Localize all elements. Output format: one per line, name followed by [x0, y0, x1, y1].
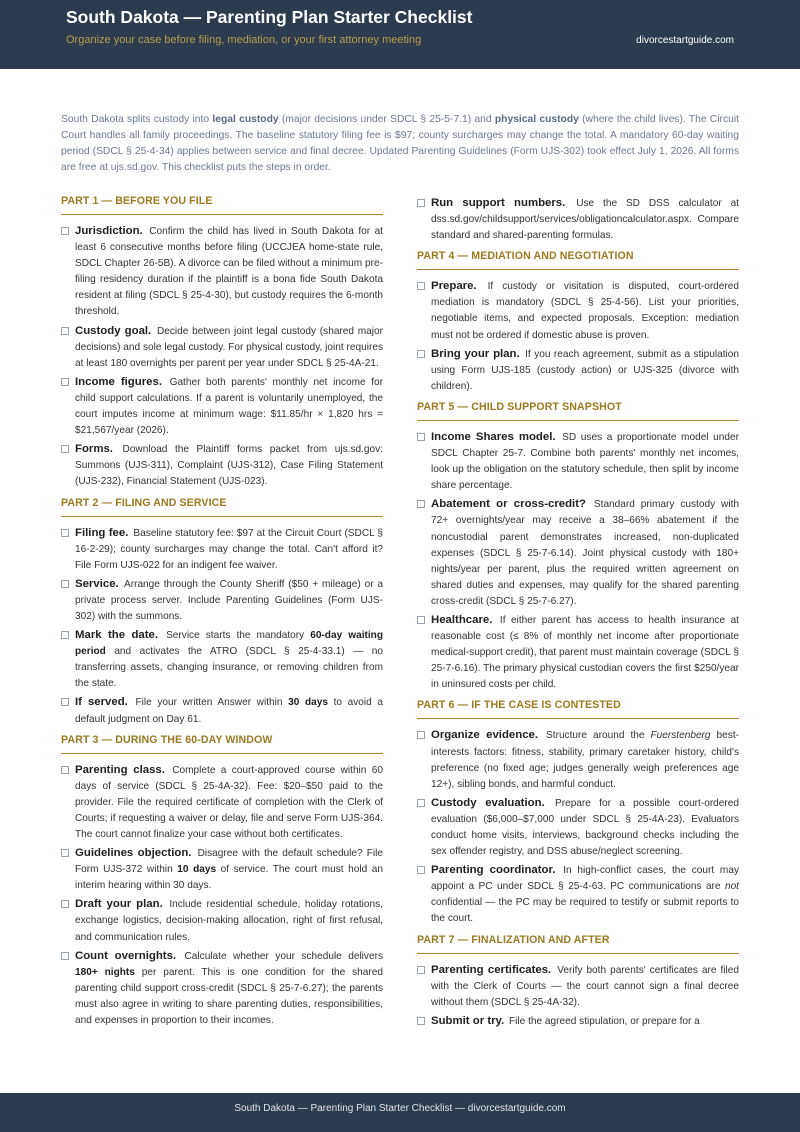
intro-bold: legal custody [212, 114, 279, 125]
item-lead: Custody goal. [75, 324, 152, 337]
item-text: File your written Answer within [135, 697, 289, 709]
item-emphasis: 30 days [288, 697, 328, 709]
checklist-item-draft-plan [61, 896, 383, 945]
checklist-item-income-shares [417, 429, 739, 494]
item-text: If either parent has access to health insurance at reasonable cost (≤ 8% of monthly net income after proportionate medical-support credit), that parent must maintain coverage (SDCL § 25-7-6.16). The primary physical custodian covers the first $250/year in uninsured costs per child. [431, 614, 739, 691]
item-text: In high-conflict cases, the court may appoint a PC under SDCL § 25-4-63. PC communications are [431, 865, 740, 893]
item-text: best-interests factors: fitness, stability, primary caretaker history, child's preference (no fixed age; judges generally weigh preferences age 12+), sibling bonds, and harmful conduct. [431, 730, 739, 790]
checkbox[interactable] [417, 616, 425, 624]
item-lead: Guidelines objection. [75, 847, 192, 860]
checkbox[interactable] [61, 952, 69, 960]
item-lead: Service. [75, 577, 119, 590]
checkbox[interactable] [417, 731, 425, 739]
item-lead: Submit or try. [431, 1014, 505, 1027]
item-lead: Custody evaluation. [431, 796, 545, 809]
item-lead: Parenting certificates. [431, 963, 552, 976]
item-italic: not [724, 881, 739, 893]
item-italic: Fuerstenberg [650, 730, 711, 742]
item-text: If custody or visitation is disputed, court-ordered mediation is mandatory (SDCL § 25-4-56). List your priorities, negotiable items, and expected proposals. Exception: mediation must not be ordered if domestic abuse is proven. [431, 281, 739, 341]
checkbox[interactable] [61, 529, 69, 537]
page-title: South Dakota — Parenting Plan Starter Checklist [66, 7, 473, 27]
checkbox[interactable] [61, 631, 69, 639]
checklist-item-forms [61, 441, 383, 490]
item-text: Use the SD DSS calculator at dss.sd.gov/childsupport/services/obligationcalculator.aspx. Compare standard and shared-parenting formulas. [431, 198, 739, 242]
item-lead: Run support numbers. [431, 197, 566, 209]
checkbox[interactable] [417, 350, 425, 358]
section-heading: PART 1 — BEFORE YOU FILE [61, 195, 383, 215]
checklist-item-guidelines-objection [61, 845, 383, 894]
checklist-item-bring-plan [417, 346, 739, 395]
intro-bold: physical custody [494, 114, 579, 125]
item-text: Download the Plaintiff forms packet from ujs.sd.gov: Summons (UJS-311), Complaint (UJS-312), Case Filing Statement (UJS-232), Financial Statement (UJS-023). [75, 444, 384, 488]
item-lead: Prepare. [431, 280, 477, 293]
checklist-item-submit [417, 1013, 739, 1030]
item-text: Confirm the child has lived in South Dakota for at least 6 consecutive months before filing (UCCJEA home-state rule, SDCL Chapter 26-5B). A divorce can be filed without a minimum pre-filing residency duration if the plaintiff is a bona fide South Dakota resident at filing (SDCL § 25-4-30), but custody requires the 6-month threshold. [75, 226, 383, 318]
section-heading: PART 3 — DURING THE 60-DAY WINDOW [61, 734, 383, 754]
checklist-item-run-support [417, 195, 739, 244]
checklist-item-prepare [417, 278, 739, 343]
part-5-section [417, 401, 739, 694]
item-lead: Income figures. [75, 375, 162, 388]
page-footer [0, 1093, 800, 1132]
right-column [417, 195, 739, 1032]
checklist-item-count-overnights [61, 948, 383, 1029]
item-emphasis: 10 days [177, 864, 217, 876]
checklist-item-healthcare [417, 612, 739, 693]
item-lead: Mark the date. [75, 629, 159, 642]
item-text: Include residential schedule, holiday rotations, exchange logistics, decision-making allocation, right of first refusal, and communication rules. [75, 899, 383, 943]
item-text: Verify both parents' certificates are filed with the Clerk of Courts — the court cannot sign a final decree without them (SDCL § 25-4A-32). [431, 964, 739, 1008]
item-lead: If served. [75, 696, 128, 709]
item-lead: Income Shares model. [431, 430, 556, 443]
item-text: Decide between joint legal custody (shared major decisions) and sole legal custody. For physical custody, joint requires at least 180 overnights per parent per year under SDCL § 25-4A-21. [75, 325, 383, 369]
item-lead: Draft your plan. [75, 898, 163, 911]
checkbox[interactable] [61, 766, 69, 774]
checkbox[interactable] [61, 900, 69, 908]
checklist-item-parenting-class [61, 762, 383, 843]
section-heading: PART 5 — CHILD SUPPORT SNAPSHOT [417, 401, 739, 421]
checkbox[interactable] [417, 1017, 425, 1025]
checklist-item-if-served [61, 694, 383, 727]
checkbox[interactable] [61, 445, 69, 453]
item-lead: Forms. [75, 443, 113, 456]
section-heading: PART 4 — MEDIATION AND NEGOTIATION [417, 250, 739, 270]
item-lead: Jurisdiction. [75, 225, 143, 237]
part-3-section [61, 734, 383, 1030]
item-lead: Count overnights. [75, 949, 177, 962]
part-2-section [61, 497, 383, 728]
checkbox[interactable] [417, 966, 425, 974]
item-lead: Filing fee. [75, 526, 129, 539]
checkbox[interactable] [61, 580, 69, 588]
checklist-item-jurisdiction [61, 223, 383, 321]
section-heading: PART 6 — IF THE CASE IS CONTESTED [417, 699, 739, 719]
checklist-item-custody-goal [61, 323, 383, 372]
item-lead: Bring your plan. [431, 347, 520, 360]
item-text: Standard primary custody with 72+ overnights/year may receive a 38–66% abatement if the noncustodial parent demonstrates increased, non-duplicated expenses (SDCL § 25-7-6.14). Joint physical custody with 180+ nights/year per parent, plus the required written agreement on shared duties and expenses, may qualify for the shared parenting cross-credit (SDCL § 25-7-6.27). [431, 499, 740, 607]
item-lead: Parenting coordinator. [431, 864, 556, 877]
checkbox[interactable] [61, 378, 69, 386]
item-text: Baseline statutory fee: $97 at the Circuit Court (SDCL § 16-2-29); county surcharges may change the total. Can't afford it? File Form UJS-022 for an indigent fee waiver. [75, 527, 383, 571]
checklist-item-parenting-coordinator [417, 862, 739, 927]
item-lead: Organize evidence. [431, 729, 539, 742]
intro-text: (where the child lives). The Circuit Court handles all family proceedings. The baseline statutory filing fee is $97; county surcharges may change the total. A mandatory 60-day waiting period (SDCL § 25-4-34) applies between service and final decree. Updated Parenting Guidelines (Form UJS-302) took effect July 1, 2026. All forms are free at ujs.sd.gov. This checklist puts the steps in order. [61, 114, 739, 174]
part-1-section [61, 195, 383, 491]
checkbox[interactable] [417, 199, 425, 207]
checklist-item-income [61, 374, 383, 439]
checkbox[interactable] [61, 698, 69, 706]
checkbox[interactable] [61, 227, 69, 235]
item-text: per parent. This is one condition for the shared parenting child support cross-credit (SDCL § 25-7-6.27); the parents must also agree in writing to share parenting duties, responsibilities, and expenses in proportion to their incomes. [75, 966, 383, 1027]
item-text: Service starts the mandatory [166, 630, 311, 642]
section-heading: PART 2 — FILING AND SERVICE [61, 497, 383, 517]
item-lead: Abatement or cross-credit? [431, 498, 586, 511]
site-link[interactable]: divorcestartguide.com [636, 35, 734, 46]
item-text: Gather both parents' monthly net income for child support calculations. If a parent is voluntarily unemployed, the court imputes income at minimum wage: $11.85/hr × 1,820 hrs = $21,567/year (2026). [75, 376, 383, 437]
item-lead: Parenting class. [75, 763, 165, 776]
item-text: File the agreed stipulation, or prepare for a [509, 1015, 700, 1027]
footer-text: South Dakota — Parenting Plan Starter Checklist — divorcestartguide.com [234, 1103, 566, 1114]
item-text: and activates the ATRO (SDCL § 25-4-33.1) — no transferring assets, changing insurance, or removing children from the state. [75, 646, 383, 690]
checkbox[interactable] [417, 866, 425, 874]
checklist-item-mark-date [61, 627, 383, 692]
checklist-item-filing-fee [61, 525, 383, 574]
checkbox[interactable] [61, 327, 69, 335]
checklist-item-organize-evidence [417, 727, 739, 792]
item-lead: Healthcare. [431, 613, 493, 626]
checklist-item-abatement [417, 496, 739, 610]
item-text: of service. The court must hold an interim hearing within 30 days. [75, 864, 383, 892]
item-text: to avoid a default judgment on Day 61. [75, 697, 383, 725]
section-heading: PART 7 — FINALIZATION AND AFTER [417, 934, 739, 954]
item-emphasis: 60-day waiting period [75, 630, 383, 658]
checklist-item-service [61, 576, 383, 625]
item-text: confidential — the PC may be required to testify or submit reports to the court. [431, 897, 739, 925]
intro-paragraph [61, 112, 739, 176]
item-text: If you reach agreement, submit as a stipulation using Form UJS-185 (custody action) or UJS-325 (divorce with children). [431, 348, 739, 392]
checkbox[interactable] [417, 799, 425, 807]
checkbox[interactable] [417, 500, 425, 508]
checkbox[interactable] [417, 433, 425, 441]
item-text: Structure around the [546, 730, 651, 742]
item-text: SD uses a proportionate model under SDCL Chapter 25-7. Combine both parents' monthly net incomes, look up the obligation on the statutory schedule, then split by income share percentage. [431, 431, 739, 492]
checkbox[interactable] [61, 849, 69, 857]
item-text: Prepare for a possible court-ordered evaluation ($6,000–$7,000 under SDCL § 25-4A-23). Evaluators conduct home visits, interviews, background checks including the sex offender registry, and DSS abuse/neglect screening. [431, 797, 739, 858]
checkbox[interactable] [417, 282, 425, 290]
left-column [61, 195, 383, 1031]
page-subtitle: Organize your case before filing, mediation, or your first attorney meeting [66, 34, 422, 46]
part-6-section [417, 699, 739, 927]
item-text: Complete a court-approved course within 60 days of service (SDCL § 25-4A-32). Fee: $20–$50 paid to the provider. File the required certificate of completion with the Clerk of Courts; if requesting a waiver or delay, file and serve Form UJS-364. The court cannot finalize your case without both certificates. [75, 764, 383, 840]
page-header [0, 0, 800, 69]
intro-text: South Dakota splits custody into [61, 114, 213, 125]
item-text: Calculate whether your schedule delivers [184, 950, 383, 962]
item-text: Disagree with the default schedule? File Form UJS-372 within [75, 848, 383, 876]
checklist-item-parenting-certificates [417, 962, 739, 1011]
intro-text: (major decisions under SDCL § 25-5-7.1) and [278, 114, 495, 125]
item-text: Arrange through the County Sheriff ($50 + mileage) or a private process server. Include Parenting Guidelines (Form UJS-302) with the summons. [75, 578, 384, 622]
checklist-item-custody-evaluation [417, 795, 739, 860]
item-emphasis: 180+ nights [75, 966, 135, 978]
part-4-section [417, 250, 739, 395]
part-7-section [417, 934, 739, 1030]
